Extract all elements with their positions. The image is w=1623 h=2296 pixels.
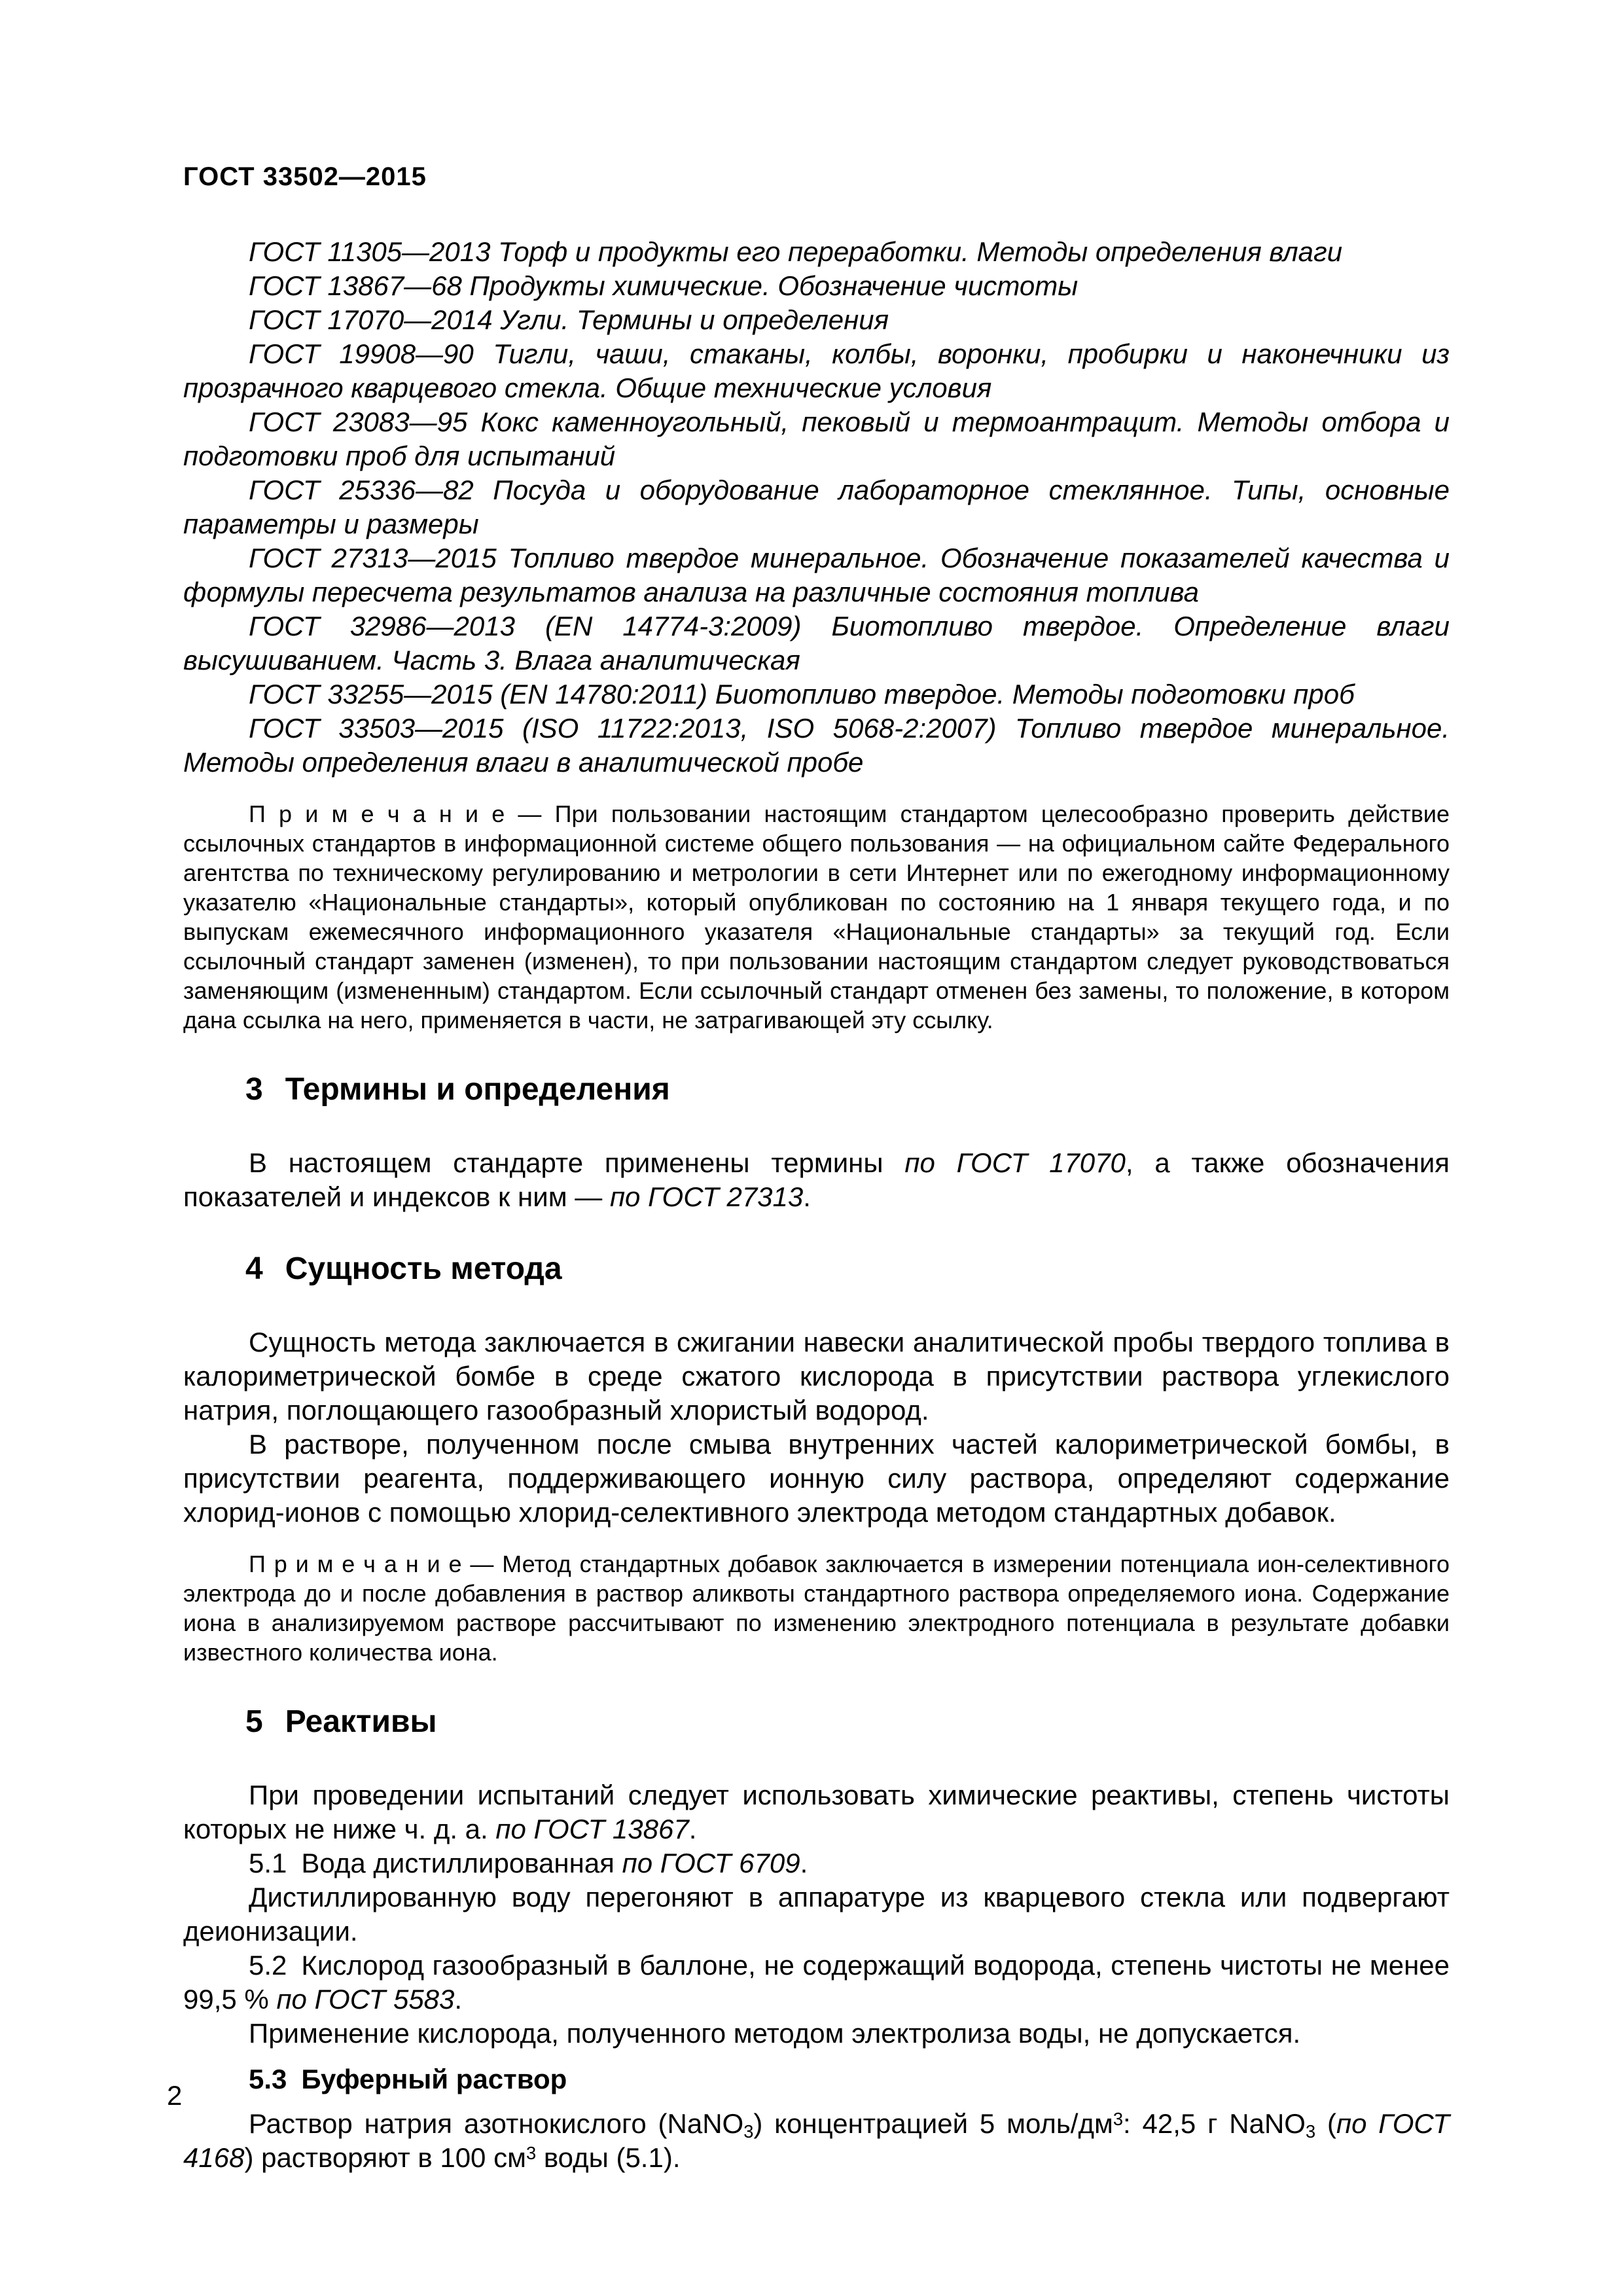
text-run: ГОСТ 11305—2013 Торф и продукты его переработки. Методы определения влаги bbox=[249, 236, 1343, 267]
reference-item bbox=[183, 269, 1450, 303]
reference-item bbox=[183, 473, 1450, 541]
text-run: по ГОСТ 13867 bbox=[495, 1814, 689, 1844]
section-title: Сущность метода bbox=[285, 1251, 562, 1286]
paragraph bbox=[183, 2017, 1450, 2051]
text-run: воды (5.1). bbox=[536, 2142, 681, 2173]
note-paragraph bbox=[183, 799, 1450, 1035]
text-run: ) растворяют в 100 см bbox=[244, 2142, 526, 2173]
text-run: Буферный раствор bbox=[301, 2064, 567, 2094]
text-run: 3 bbox=[526, 2142, 537, 2163]
paragraph bbox=[183, 1146, 1450, 1214]
reference-item bbox=[183, 337, 1450, 405]
text-run: П р и м е ч а н и е — При пользовании настоящим стандартом целесообразно проверить действие ссылочных стандартов в информационной системе общего пользования — на официальном сайте Федерального агентства по техническому регулированию и метрологии в сети Интернет или по ежегодному информационному указателю «Национальные стандарты», который опубликован по состоянию на 1 января текущего года, и по выпускам ежемесячного информационного указателя «Национальные стандарты» за текущий год. Если ссылочный стандарт заменен (изменен), то при пользовании настоящим стандартом следует руководствоваться заменяющим (измененным) стандартом. Если ссылочный стандарт отменен без замены, то положение, в котором дана ссылка на него, применяется в части, не затрагивающей эту ссылку. bbox=[183, 800, 1450, 1033]
text-run: Сущность метода заключается в сжигании навески аналитической пробы твердого топлива в калориметрической бомбе в среде сжатого кислорода в присутствии раствора углекислого натрия, поглощающего газообразный хлористый водород. bbox=[183, 1327, 1450, 1426]
section-title: Реактивы bbox=[285, 1704, 437, 1739]
subclause-heading bbox=[183, 2062, 1450, 2096]
paragraph bbox=[183, 2107, 1450, 2175]
text-run: ГОСТ 25336—82 Посуда и оборудование лабораторное стеклянное. Типы, основные параметры и размеры bbox=[183, 475, 1450, 539]
text-run: ГОСТ 27313—2015 Топливо твердое минеральное. Обозначение показателей качества и формулы пересчета результатов анализа на различные состояния топлива bbox=[183, 543, 1450, 607]
text-run: Дистиллированную воду перегоняют в аппаратуре из кварцевого стекла или подвергают деионизации. bbox=[183, 1882, 1450, 1946]
text-run: по ГОСТ 17070 bbox=[904, 1147, 1126, 1178]
section-number: 5 bbox=[245, 1704, 263, 1739]
text-run: 3 bbox=[1305, 2121, 1316, 2142]
reference-item bbox=[183, 541, 1450, 609]
paragraph bbox=[183, 1948, 1450, 2017]
text-run: Применение кислорода, полученного методом электролиза воды, не допускается. bbox=[249, 2018, 1301, 2049]
text-run: П р и м е ч а н и е — Метод стандартных добавок заключается в измерении потенциала ион-селективного электрода до и после добавления в раствор аликвоты стандартного раствора определяемого иона. Содержание иона в анализируемом растворе рассчитывают по изменению электродного потенциала в результате добавки известного количества иона. bbox=[183, 1551, 1450, 1666]
text-run: . bbox=[688, 1814, 697, 1844]
reference-item bbox=[183, 235, 1450, 269]
text-run: . bbox=[800, 1848, 808, 1878]
clause-number: 5.1 bbox=[249, 1848, 287, 1878]
text-run: При проведении испытаний следует использовать химические реактивы, степень чистоты которых не ниже ч. д. а. bbox=[183, 1780, 1450, 1844]
paragraph bbox=[183, 1778, 1450, 1846]
text-run: . bbox=[803, 1181, 811, 1212]
paragraph bbox=[183, 1427, 1450, 1530]
reference-item bbox=[183, 609, 1450, 677]
section-number: 3 bbox=[245, 1072, 263, 1107]
reference-item bbox=[183, 303, 1450, 337]
clause-number: 5.3 bbox=[249, 2064, 287, 2094]
reference-item bbox=[183, 677, 1450, 711]
section-number: 4 bbox=[245, 1251, 263, 1286]
text-run: ГОСТ 33255—2015 (EN 14780:2011) Биотопливо твердое. Методы подготовки проб bbox=[249, 679, 1355, 709]
text-run: 3 bbox=[1113, 2108, 1124, 2129]
paragraph bbox=[183, 1325, 1450, 1427]
text-run: ) концентрацией 5 моль/дм bbox=[753, 2108, 1113, 2139]
text-run: ГОСТ 13867—68 Продукты химические. Обозначение чистоты bbox=[249, 270, 1079, 301]
text-run: Кислород газообразный в баллоне, не содержащий водорода, степень чистоты не менее 99,5 % bbox=[183, 1950, 1450, 2015]
section-heading bbox=[183, 1704, 1450, 1740]
text-run: 3 bbox=[743, 2121, 754, 2142]
text-run: . bbox=[454, 1984, 463, 2015]
text-run: ГОСТ 17070—2014 Угли. Термины и определения bbox=[249, 304, 889, 335]
page-number: 2 bbox=[167, 2080, 183, 2111]
text-run: Вода дистиллированная bbox=[301, 1848, 622, 1878]
text-run: ГОСТ 23083—95 Кокс каменноугольный, пековый и термоантрацит. Методы отбора и подготовки проб для испытаний bbox=[183, 406, 1450, 471]
note-paragraph bbox=[183, 1549, 1450, 1667]
reference-item bbox=[183, 405, 1450, 473]
reference-item bbox=[183, 711, 1450, 780]
text-run: по ГОСТ 27313 bbox=[609, 1181, 804, 1212]
section-title: Термины и определения bbox=[285, 1072, 670, 1107]
text-run: по ГОСТ 6709 bbox=[622, 1848, 800, 1878]
paragraph bbox=[183, 1846, 1450, 1880]
text-run: Раствор натрия азотнокислого (NaNO bbox=[249, 2108, 744, 2139]
text-run: , а также обозначения показателей и индексов к ним — bbox=[183, 1147, 1450, 1212]
text-run: ГОСТ 32986—2013 (EN 14774-3:2009) Биотопливо твердое. Определение влаги высушиванием. Часть 3. Влага аналитическая bbox=[183, 611, 1450, 675]
text-run: В настоящем стандарте применены термины bbox=[249, 1147, 905, 1178]
text-run: ( bbox=[1315, 2108, 1336, 2139]
document-code-header: ГОСТ 33502—2015 bbox=[183, 162, 427, 191]
text-run: В растворе, полученном после смыва внутренних частей калориметрической бомбы, в присутствии реагента, поддерживающего ионную силу раствора, определяют содержание хлорид-ионов с помощью хлорид-селективного электрода методом стандартных добавок. bbox=[183, 1429, 1450, 1528]
text-run: по ГОСТ 5583 bbox=[276, 1984, 455, 2015]
text-run: ГОСТ 33503—2015 (ISO 11722:2013, ISO 5068-2:2007) Топливо твердое минеральное. Методы определения влаги в аналитической пробе bbox=[183, 713, 1450, 778]
clause-number: 5.2 bbox=[249, 1950, 287, 1981]
text-run: : 42,5 г NaNO bbox=[1123, 2108, 1306, 2139]
document-body bbox=[183, 235, 1450, 2175]
section-heading bbox=[183, 1251, 1450, 1287]
text-run: ГОСТ 19908—90 Тигли, чаши, стаканы, колбы, воронки, пробирки и наконечники из прозрачного кварцевого стекла. Общие технические условия bbox=[183, 338, 1450, 403]
paragraph bbox=[183, 1880, 1450, 1948]
text-run: по ГОСТ 4168 bbox=[183, 2108, 1450, 2173]
section-heading bbox=[183, 1071, 1450, 1108]
